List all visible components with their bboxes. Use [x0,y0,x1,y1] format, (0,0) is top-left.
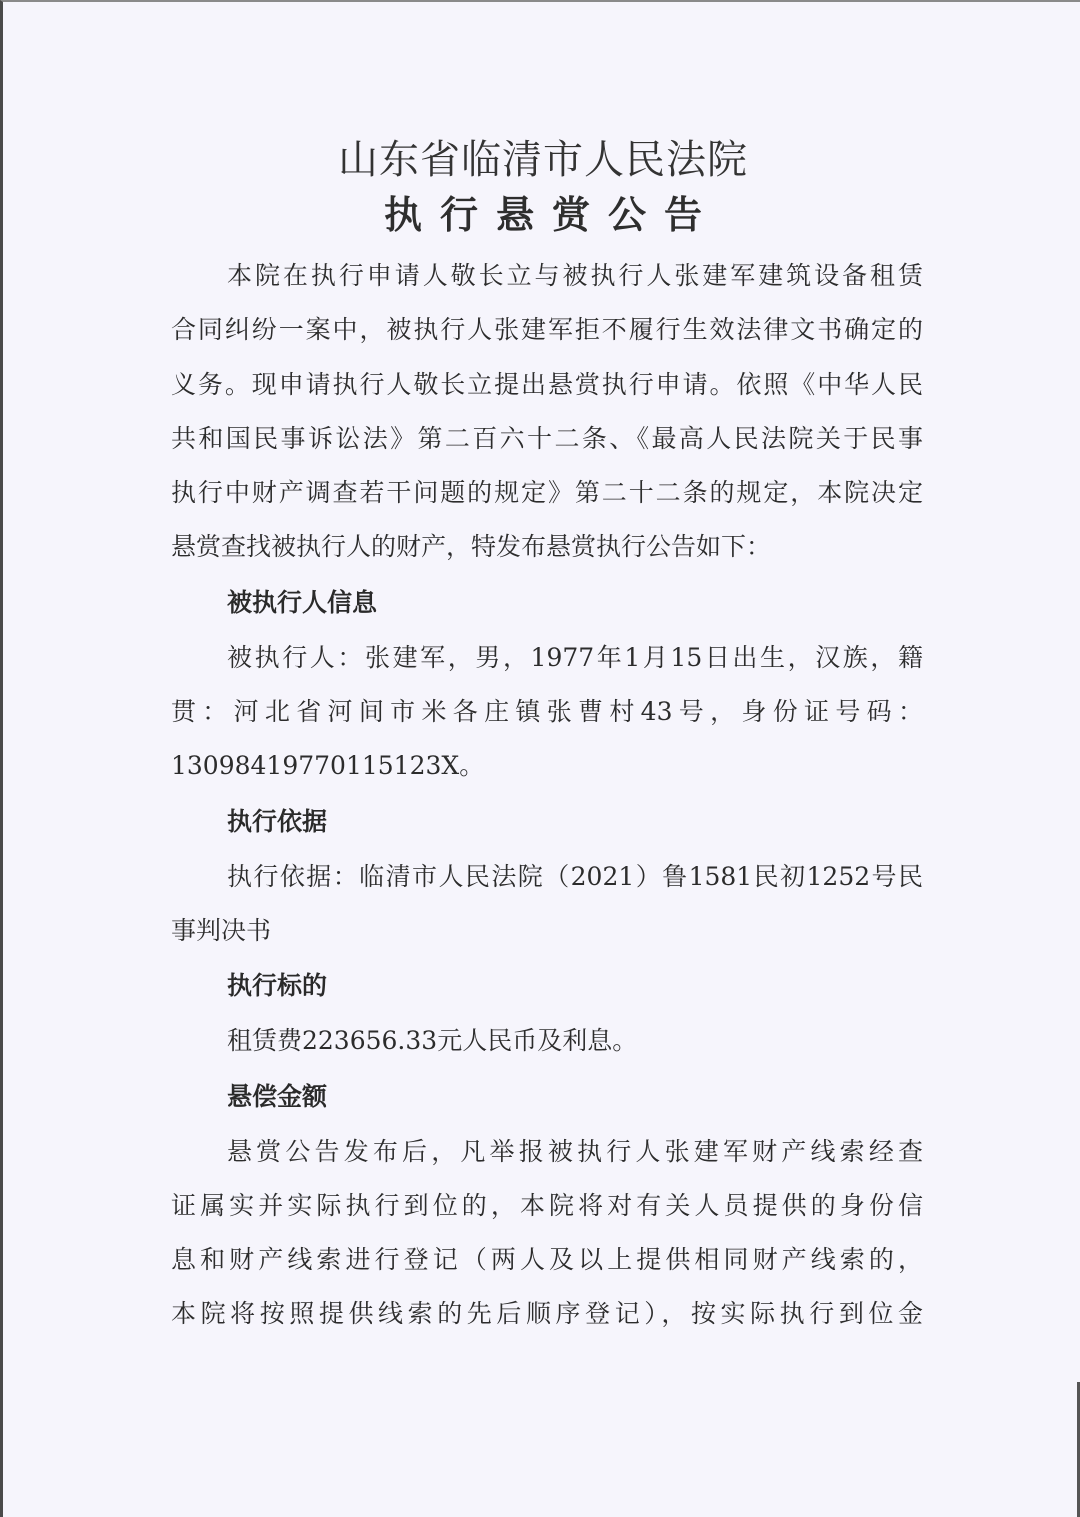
text-line: 执行中财产调查若干问题的规定》第二十二条的规定，本院决定 [171,478,923,508]
notice-title: 执行悬赏公告 [383,193,720,237]
text-line: 租赁费223656.33元人民币及利息。 [227,1026,638,1056]
intro-paragraph [171,249,923,575]
section-enforcement-basis [171,794,923,959]
text-line: 被执行人：张建军，男，1977年1月15日出生，汉族，籍 [227,642,923,672]
text-line: 执行依据：临清市人民法院（2021）鲁1581民初1252号民 [227,861,923,891]
text-line: 合同纠纷一案中，被执行人张建军拒不履行生效法律文书确定的 [171,315,923,345]
section-heading: 悬偿金额 [227,1081,328,1111]
section-heading: 被执行人信息 [227,587,378,617]
text-line: 13098419770115123X。 [171,751,485,781]
text-line: 证属实并实际执行到位的，本院将对有关人员提供的身份信 [171,1190,923,1220]
section-heading: 执行依据 [227,806,328,836]
text-line: 悬赏查找被执行人的财产，特发布悬赏执行公告如下： [171,532,772,562]
section-reward-amount [171,1069,923,1342]
section-defendant-info [171,575,923,794]
text-line: 息和财产线索进行登记（两人及以上提供相同财产线索的， [171,1245,923,1275]
text-line: 共和国民事诉讼法》第二百六十二条、《最高人民法院关于民事 [171,423,923,453]
text-line: 本院在执行申请人敬长立与被执行人张建军建筑设备租赁 [227,261,923,290]
section-heading: 执行标的 [227,971,328,1001]
section-enforcement-subject [171,958,923,1068]
text-line: 本院将按照提供线索的先后顺序登记），按实际执行到位金 [171,1299,923,1329]
text-line: 贯：河北省河间市米各庄镇张曹村43号，身份证号码： [171,697,923,727]
document-body [171,249,923,1342]
text-line: 义务。现申请执行人敬长立提出悬赏执行申请。依照《中华人民 [171,369,923,399]
text-line: 悬赏公告发布后，凡举报被执行人张建军财产线索经查 [227,1136,923,1166]
text-line: 事判决书 [171,915,272,945]
court-name-title: 山东省临清市人民法院 [338,137,748,183]
